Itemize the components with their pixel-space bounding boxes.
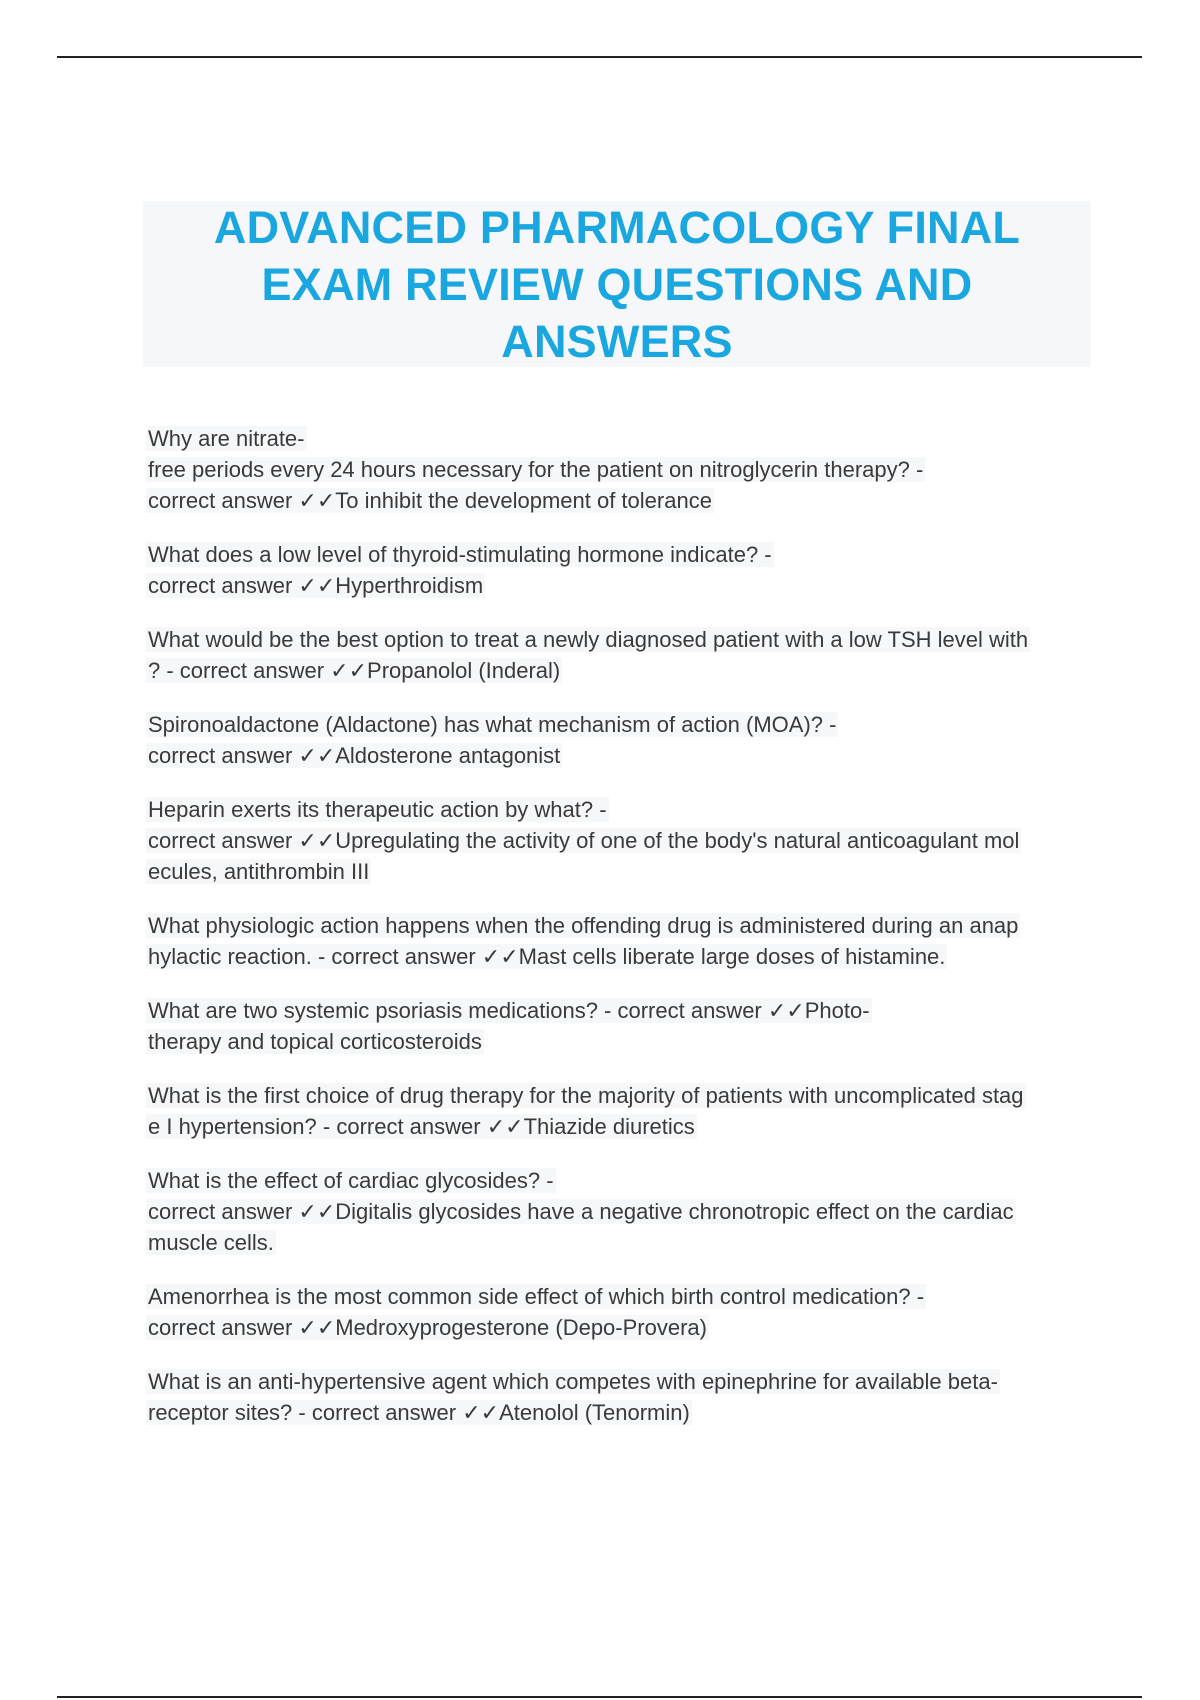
qa-list	[146, 423, 1091, 1451]
qa-text: correct answer ✓✓Medroxyprogesterone (Depo-Provera)	[148, 1315, 707, 1340]
qa-text-line	[146, 454, 1091, 485]
qa-text-line	[146, 941, 1091, 972]
qa-text: What are two systemic psoriasis medications? - correct answer ✓✓Photo-	[148, 998, 870, 1023]
qa-text-line	[146, 1111, 1091, 1142]
qa-item	[146, 910, 1091, 972]
qa-text: correct answer ✓✓Hyperthroidism	[148, 573, 484, 598]
qa-text-line	[146, 1080, 1091, 1111]
qa-text: correct answer ✓✓Digitalis glycosides have a negative chronotropic effect on the cardiac	[148, 1199, 1014, 1224]
qa-text-line	[146, 856, 1091, 887]
qa-text-line	[146, 1312, 1091, 1343]
title-line: EXAM REVIEW QUESTIONS AND	[261, 258, 973, 310]
qa-item	[146, 1281, 1091, 1343]
qa-text: What is the first choice of drug therapy for the majority of patients with uncomplicated stag	[148, 1083, 1024, 1108]
qa-text: Spironoaldactone (Aldactone) has what mechanism of action (MOA)? -	[148, 712, 837, 737]
qa-text-line	[146, 1281, 1091, 1312]
qa-text: What physiologic action happens when the offending drug is administered during an anap	[148, 913, 1019, 938]
qa-text: What does a low level of thyroid-stimulating hormone indicate? -	[148, 542, 772, 567]
qa-text: free periods every 24 hours necessary for the patient on nitroglycerin therapy? -	[148, 457, 924, 482]
title-banner	[143, 201, 1091, 367]
qa-text: receptor sites? - correct answer ✓✓Atenolol (Tenormin)	[148, 1400, 690, 1425]
qa-text-line	[146, 423, 1091, 454]
qa-item	[146, 1366, 1091, 1428]
qa-text-line	[146, 1196, 1091, 1227]
qa-text-line	[146, 1165, 1091, 1196]
qa-text-line	[146, 825, 1091, 856]
document-title	[214, 199, 1020, 370]
bottom-rule	[57, 1696, 1142, 1698]
qa-text: e I hypertension? - correct answer ✓✓Thiazide diuretics	[148, 1114, 695, 1139]
qa-text-line	[146, 709, 1091, 740]
qa-text: What is the effect of cardiac glycosides? -	[148, 1168, 554, 1193]
qa-item	[146, 624, 1091, 686]
qa-text-line	[146, 910, 1091, 941]
qa-text-line	[146, 570, 1091, 601]
qa-text: muscle cells.	[148, 1230, 274, 1255]
qa-text-line	[146, 624, 1091, 655]
qa-item	[146, 423, 1091, 516]
qa-text: What is an anti-hypertensive agent which competes with epinephrine for available beta-	[148, 1369, 998, 1394]
qa-item	[146, 995, 1091, 1057]
qa-text: correct answer ✓✓Upregulating the activity of one of the body's natural anticoagulant mol	[148, 828, 1020, 853]
qa-text-line	[146, 485, 1091, 516]
qa-item	[146, 539, 1091, 601]
title-line: ADVANCED PHARMACOLOGY FINAL	[213, 201, 1021, 253]
qa-text: correct answer ✓✓Aldosterone antagonist	[148, 743, 561, 768]
qa-text: ? - correct answer ✓✓Propanolol (Inderal)	[148, 658, 561, 683]
title-line: ANSWERS	[501, 315, 733, 367]
qa-text-line	[146, 740, 1091, 771]
qa-text: Why are nitrate-	[148, 426, 305, 451]
qa-text: therapy and topical corticosteroids	[148, 1029, 482, 1054]
qa-text: ecules, antithrombin III	[148, 859, 370, 884]
qa-item	[146, 794, 1091, 887]
qa-text-line	[146, 794, 1091, 825]
qa-text-line	[146, 1227, 1091, 1258]
qa-text: hylactic reaction. - correct answer ✓✓Mast cells liberate large doses of histamine.	[148, 944, 946, 969]
qa-text: Amenorrhea is the most common side effect of which birth control medication? -	[148, 1284, 925, 1309]
qa-item	[146, 1165, 1091, 1258]
qa-item	[146, 709, 1091, 771]
top-rule	[57, 56, 1142, 58]
qa-text-line	[146, 1366, 1091, 1397]
qa-text: Heparin exerts its therapeutic action by what? -	[148, 797, 607, 822]
qa-text-line	[146, 1026, 1091, 1057]
qa-text-line	[146, 1397, 1091, 1428]
qa-item	[146, 1080, 1091, 1142]
qa-text-line	[146, 655, 1091, 686]
qa-text: What would be the best option to treat a newly diagnosed patient with a low TSH level with	[148, 627, 1029, 652]
qa-text-line	[146, 539, 1091, 570]
qa-text: correct answer ✓✓To inhibit the development of tolerance	[148, 488, 712, 513]
qa-text-line	[146, 995, 1091, 1026]
